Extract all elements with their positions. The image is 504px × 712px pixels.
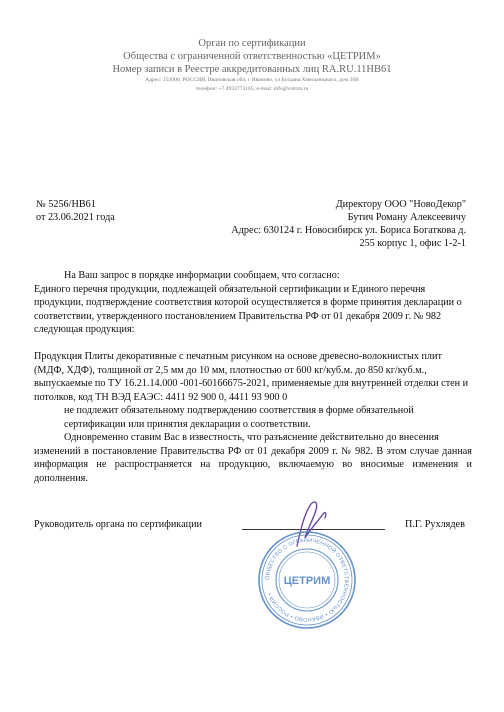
intro-first-line: На Ваш запрос в порядке информации сообщаем, что согласно:	[64, 270, 340, 281]
product-description: Продукция Плиты декоративные с печатным рисунком на основе древесно-волокнистых плит (МДФ, ХДФ), толщиной от 2,5 мм до 10 мм, плотностью от 600 кг/куб.м. до 850 кг/куб.м., выпускаемые по ТУ 16.21.14.000 -001-60166675-2021, применяемые для внутренней отделки стен и потолков, код ТН ВЭД ЕАЭС: 4411 92 900 0, 4411 93 900 0	[34, 351, 469, 403]
registry-line: Номер записи в Реестре аккредитованных лиц RA.RU.11НВ61	[112, 64, 392, 75]
org-body-line: Орган по сертификации	[198, 38, 306, 49]
notice-first-line: Одновременно ставим Вас в известность, что разъяснение действительно до внесения	[64, 432, 439, 443]
reference-number: № 5256/НВ61	[36, 199, 96, 210]
conclusion-first-line: не подлежит обязательному подтверждению соответствия в форме обязательной	[64, 405, 414, 416]
org-address: Адрес: 153000, РОССИЯ, Ивановская обл, г Иваново, ул Богдана Хмельницкого, дом 36В	[145, 77, 359, 83]
recipient-address-cont: 255 корпус 1, офис 1-2-1	[359, 238, 466, 249]
stamp-center-text: ЦЕТРИМ	[283, 575, 331, 587]
notice-text: изменений в постановление Правительства РФ от 01 декабря 2009 г. № 982. В этом случае данная информация не распространяется на продукцию, включаемую во вносимые изменения и дополнения.	[34, 445, 472, 484]
recipient-address: Адрес: 630124 г. Новосибирск ул. Бориса Богаткова д.	[231, 225, 466, 236]
recipient-position: Директору ООО "НовоДекор"	[335, 199, 466, 210]
stamp-ring-text: ОБЩЕСТВО С ОГРАНИЧЕННОЙ ОТВЕТСТВЕННОСТЬЮ • ИВАНОВО • РОССИЯ •	[264, 537, 350, 623]
recipient-name: Бутич Роману Алексеевичу	[347, 212, 466, 223]
intro-text: Единого перечня продукции, подлежащей обязательной сертификации и Единого перечня продукции, подтверждение соответствия которой осуществляется в форме принятия декларации о соответствии, утвержденного постановлением Правительства РФ от 01 декабря 2009 г. № 982 следующая продукция:	[34, 283, 462, 335]
signatory-name: П.Г. Рухлядев	[405, 519, 465, 530]
signatory-role: Руководитель органа по сертификации	[34, 519, 202, 530]
org-name-line: Общества с ограниченной ответственностью «ЦЕТРИМ»	[123, 51, 381, 62]
reference-date: от 23.06.2021 года	[36, 212, 115, 223]
conclusion-text: сертификации или принятия декларации о соответствии.	[64, 418, 311, 430]
round-stamp	[255, 528, 359, 632]
org-contacts: телефон: +7 4932773165, e-mail: info@cetrim.ru	[195, 86, 309, 92]
